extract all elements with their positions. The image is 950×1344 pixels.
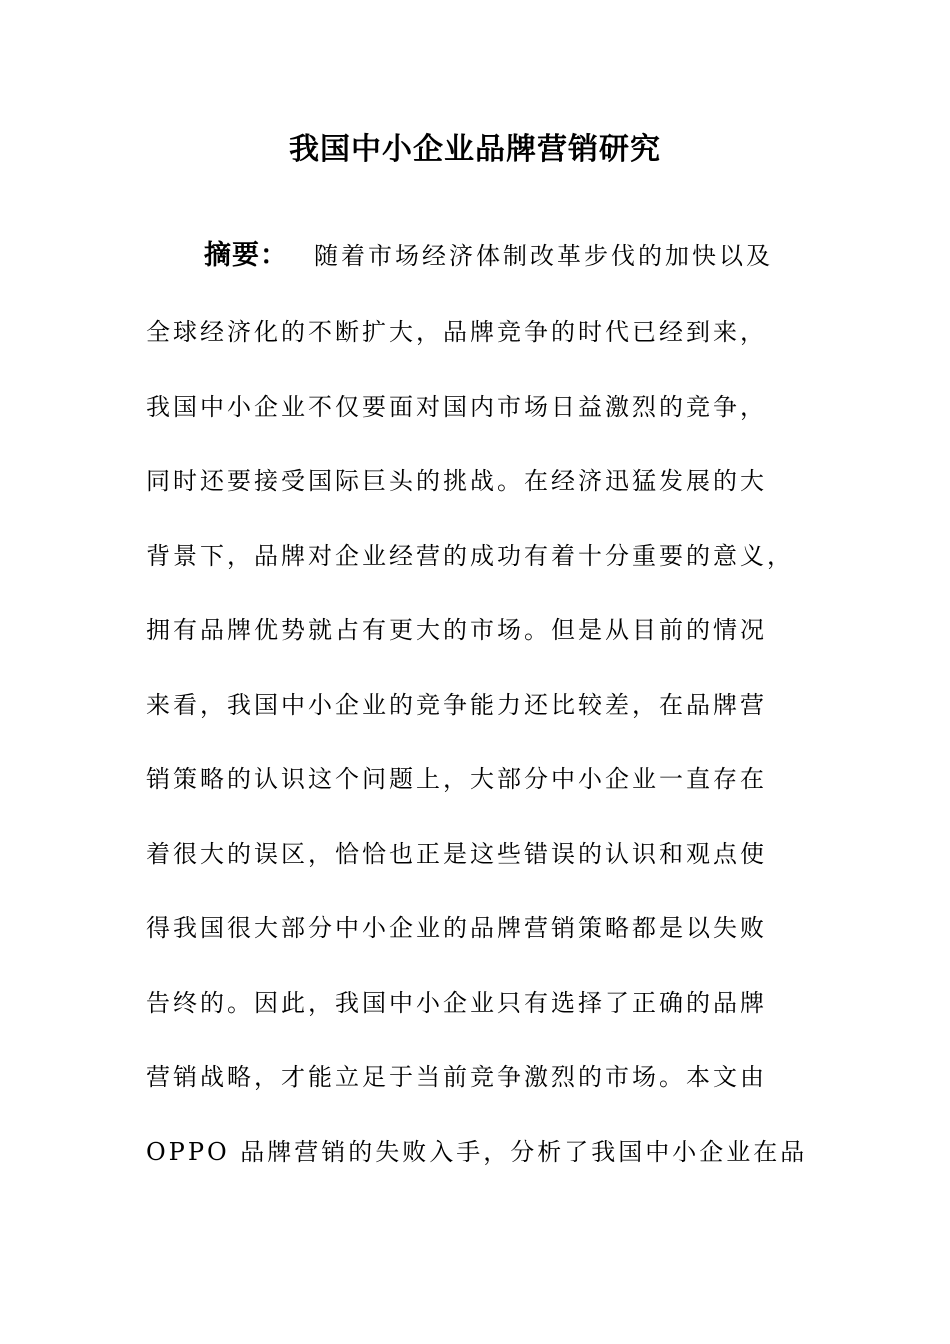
abstract-line: 同时还要接受国际巨头的挑战。在经济迅猛发展的大 bbox=[146, 467, 767, 495]
abstract-line: 得我国很大部分中小企业的品牌营销策略都是以失败 bbox=[146, 914, 767, 942]
document-title: 我国中小企业品牌营销研究 bbox=[289, 132, 661, 167]
abstract-line: 告终的。因此，我国中小企业只有选择了正确的品牌 bbox=[146, 989, 767, 1017]
abstract-text: 随着市场经济体制改革步伐的加快以及 bbox=[314, 242, 773, 270]
abstract-line: 来看，我国中小企业的竞争能力还比较差，在品牌营 bbox=[146, 691, 767, 719]
abstract-line: 拥有品牌优势就占有更大的市场。但是从目前的情况 bbox=[146, 616, 767, 644]
abstract-line: 销策略的认识这个问题上，大部分中小企业一直存在 bbox=[146, 765, 767, 793]
abstract-line: 背景下，品牌对企业经营的成功有着十分重要的意义， bbox=[146, 542, 794, 570]
abstract-line: 营销战略，才能立足于当前竞争激烈的市场。本文由 bbox=[146, 1063, 767, 1091]
abstract-line bbox=[204, 236, 773, 276]
abstract-line: OPPO 品牌营销的失败入手，分析了我国中小企业在品 bbox=[146, 1138, 808, 1166]
abstract-line: 着很大的误区，恰恰也正是这些错误的认识和观点使 bbox=[146, 840, 767, 868]
abstract-line: 全球经济化的不断扩大，品牌竞争的时代已经到来， bbox=[146, 318, 767, 346]
abstract-line: 我国中小企业不仅要面对国内市场日益激烈的竞争， bbox=[146, 393, 767, 421]
abstract-label: 摘要： bbox=[204, 240, 288, 271]
